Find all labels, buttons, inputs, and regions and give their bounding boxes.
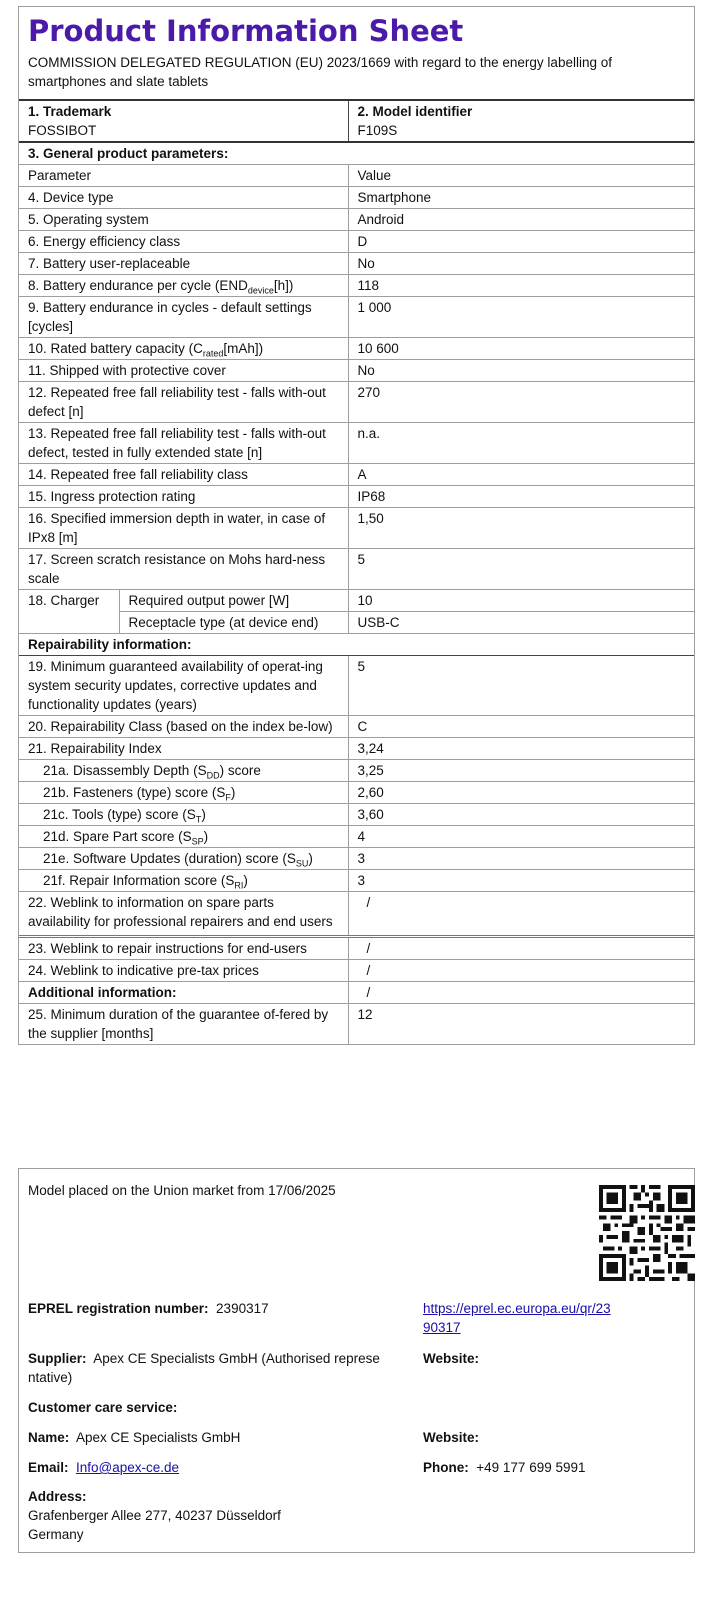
parameter-name: 14. Repeated free fall reliability class (19, 464, 348, 486)
table-row (19, 716, 694, 738)
email-link[interactable]: Info@apex-ce.de (76, 1460, 180, 1475)
score-subscript: T (195, 814, 202, 825)
charger-receptacle-value: USB-C (348, 612, 694, 634)
customer-care-website-label: Website: (423, 1430, 480, 1445)
score-name-text: 21e. Software Updates (duration) score (S (43, 851, 296, 866)
parameters-table (19, 99, 694, 1044)
supplier-information-box (18, 1168, 695, 1553)
score-name-text: 21b. Fasteners (type) score (S (43, 785, 226, 800)
customer-care-phone (423, 1458, 586, 1477)
score-value: 4 (348, 826, 694, 848)
email-label: Email: (28, 1460, 69, 1475)
parameter-value: A (348, 464, 694, 486)
parameter-value: 3,24 (348, 738, 694, 760)
table-row (19, 738, 694, 760)
table-row (19, 508, 694, 549)
score-value: 3 (348, 870, 694, 892)
column-header-row (19, 165, 694, 187)
table-row (19, 982, 694, 1004)
table-row (19, 209, 694, 231)
parameter-name: 15. Ingress protection rating (19, 486, 348, 508)
parameter-column-header: Parameter (19, 165, 348, 187)
score-name (19, 870, 348, 892)
eprel-registration (28, 1299, 269, 1318)
supplier-name-line-2: ntative) (28, 1370, 73, 1385)
score-name-text: 21d. Spare Part score (S (43, 829, 192, 844)
score-value: 3,25 (348, 760, 694, 782)
parameter-value: 1,50 (348, 508, 694, 549)
parameter-name: 5. Operating system (19, 209, 348, 231)
table-row (19, 848, 694, 870)
parameter-value: 1 000 (348, 297, 694, 338)
table-row (19, 804, 694, 826)
parameter-value: IP68 (348, 486, 694, 508)
table-row (19, 486, 694, 508)
parameter-value: No (348, 360, 694, 382)
customer-care-label: Customer care service: (28, 1400, 178, 1415)
charger-power-value: 10 (348, 590, 694, 612)
parameter-value: Android (348, 209, 694, 231)
parameter-value: No (348, 253, 694, 275)
table-row (19, 870, 694, 892)
address-label: Address: (28, 1489, 87, 1504)
name-value: Apex CE Specialists GmbH (76, 1430, 241, 1445)
score-value: 2,60 (348, 782, 694, 804)
parameter-name: 20. Repairability Class (based on the index be-low) (19, 716, 348, 738)
supplier-name-line-1: Apex CE Specialists GmbH (Authorised represe (93, 1351, 380, 1366)
score-name-text: ) (203, 829, 209, 844)
general-parameters-header-row (19, 142, 694, 165)
charger-power-label: Required output power [W] (119, 590, 348, 612)
table-row (19, 382, 694, 423)
score-name-text: ) (201, 807, 206, 822)
parameter-name (19, 338, 348, 360)
parameter-value: D (348, 231, 694, 253)
table-row (19, 275, 694, 297)
score-value: 3 (348, 848, 694, 870)
model-identifier-label: 2. Model identifier (357, 104, 473, 119)
parameter-value: 5 (348, 549, 694, 590)
additional-information-label: Additional information: (19, 982, 348, 1004)
parameter-value: / (348, 960, 694, 982)
parameter-value: 118 (348, 275, 694, 297)
parameter-subscript: rated (202, 348, 224, 359)
table-row (19, 231, 694, 253)
parameter-value: C (348, 716, 694, 738)
sheet-header (19, 7, 694, 99)
model-identifier-value: F109S (357, 123, 398, 138)
table-row (19, 782, 694, 804)
market-placement-date: Model placed on the Union market from 17/06/2025 (28, 1183, 336, 1198)
score-name (19, 848, 348, 870)
supplier (28, 1349, 380, 1387)
page-title: Product Information Sheet (28, 14, 464, 48)
supplier-label: Supplier: (28, 1351, 87, 1366)
score-subscript: SP (191, 836, 204, 847)
customer-care-email (28, 1458, 179, 1477)
charger-row (19, 612, 694, 634)
parameter-name: 9. Battery endurance in cycles - default settings [cycles] (19, 297, 348, 338)
parameter-value: 5 (348, 656, 694, 716)
parameter-value: / (348, 892, 694, 937)
general-parameters-header: 3. General product parameters: (19, 142, 694, 165)
score-name-text: 21f. Repair Information score (S (43, 873, 235, 888)
parameter-name: 17. Screen scratch resistance on Mohs hard-ness scale (19, 549, 348, 590)
table-row (19, 760, 694, 782)
parameter-name: 7. Battery user-replaceable (19, 253, 348, 275)
parameter-name: 11. Shipped with protective cover (19, 360, 348, 382)
parameter-name: 25. Minimum duration of the guarantee of-fered by the supplier [months] (19, 1004, 348, 1045)
repairability-header-row (19, 634, 694, 656)
phone-label: Phone: (423, 1460, 469, 1475)
phone-value: +49 177 699 5991 (476, 1460, 586, 1475)
parameter-value: 270 (348, 382, 694, 423)
eprel-link[interactable] (423, 1299, 611, 1337)
score-name (19, 804, 348, 826)
parameter-value: / (348, 937, 694, 960)
table-row (19, 360, 694, 382)
table-row (19, 423, 694, 464)
eprel-link-line-1[interactable]: https://eprel.ec.europa.eu/qr/23 (423, 1301, 611, 1316)
parameter-name: 23. Weblink to repair instructions for end-users (19, 937, 348, 960)
table-row (19, 892, 694, 937)
product-information-sheet (18, 6, 695, 1045)
parameter-name: 13. Repeated free fall reliability test - falls with-out defect, tested in fully extended state [n] (19, 423, 348, 464)
parameter-name (19, 275, 348, 297)
parameter-name: 22. Weblink to information on spare parts availability for professional repairers and end users (19, 892, 348, 937)
score-subscript: DD (206, 770, 220, 781)
parameter-name-text: 8. Battery endurance per cycle (END (28, 278, 248, 293)
score-subscript: F (225, 792, 231, 803)
parameter-name: 6. Energy efficiency class (19, 231, 348, 253)
charger-label: 18. Charger (19, 590, 119, 634)
parameter-name-text: [h]) (273, 278, 294, 293)
score-name-text: ) (230, 785, 236, 800)
table-row (19, 826, 694, 848)
regulation-subtitle: COMMISSION DELEGATED REGULATION (EU) 2023/1669 with regard to the energy labelling of smartphones and slate tablets (28, 55, 612, 89)
score-name (19, 826, 348, 848)
score-value: 3,60 (348, 804, 694, 826)
value-column-header: Value (348, 165, 694, 187)
customer-care-name (28, 1428, 240, 1447)
table-row (19, 549, 694, 590)
parameter-name: 16. Specified immersion depth in water, in case of IPx8 [m] (19, 508, 348, 549)
parameter-subscript: device (247, 285, 274, 296)
trademark-label: 1. Trademark (28, 104, 112, 119)
qr-code-icon (599, 1185, 695, 1281)
table-row (19, 338, 694, 360)
parameter-value: n.a. (348, 423, 694, 464)
additional-information-value: / (348, 982, 694, 1004)
table-row (19, 253, 694, 275)
score-subscript: RI (234, 880, 244, 891)
table-row (19, 297, 694, 338)
eprel-number: 2390317 (216, 1301, 269, 1316)
parameter-name-text: [mAh]) (223, 341, 264, 356)
eprel-label: EPREL registration number: (28, 1301, 209, 1316)
address-line-2: Germany (28, 1527, 84, 1542)
parameter-value: Smartphone (348, 187, 694, 209)
parameter-value: 12 (348, 1004, 694, 1045)
eprel-link-line-2[interactable]: 90317 (423, 1320, 461, 1335)
score-name-text: 21c. Tools (type) score (S (43, 807, 196, 822)
table-row (19, 937, 694, 960)
table-row (19, 1004, 694, 1045)
parameter-name: 24. Weblink to indicative pre-tax prices (19, 960, 348, 982)
score-name-text: ) score (219, 763, 261, 778)
table-row (19, 960, 694, 982)
trademark-value: FOSSIBOT (28, 123, 97, 138)
score-subscript: SU (295, 858, 309, 869)
score-name-text: 21a. Disassembly Depth (S (43, 763, 207, 778)
parameter-name: 4. Device type (19, 187, 348, 209)
table-row (19, 187, 694, 209)
parameter-name: 12. Repeated free fall reliability test - falls with-out defect [n] (19, 382, 348, 423)
address-line-1: Grafenberger Allee 277, 40237 Düsseldorf (28, 1508, 281, 1523)
charger-row (19, 590, 694, 612)
score-name (19, 782, 348, 804)
name-label: Name: (28, 1430, 70, 1445)
supplier-website-label: Website: (423, 1351, 480, 1366)
score-name-text: ) (243, 873, 248, 888)
customer-care-address (28, 1487, 281, 1544)
charger-receptacle-label: Receptacle type (at device end) (119, 612, 348, 634)
parameter-name: 21. Repairability Index (19, 738, 348, 760)
trademark-row (19, 100, 694, 142)
repairability-header: Repairability information: (19, 634, 694, 656)
parameter-value: 10 600 (348, 338, 694, 360)
parameter-name: 19. Minimum guaranteed availability of operat-ing system security updates, corrective updates and functionality updates (years) (19, 656, 348, 716)
table-row (19, 656, 694, 716)
score-name (19, 760, 348, 782)
parameter-name-text: 10. Rated battery capacity (C (28, 341, 203, 356)
table-row (19, 464, 694, 486)
score-name-text: ) (308, 851, 313, 866)
